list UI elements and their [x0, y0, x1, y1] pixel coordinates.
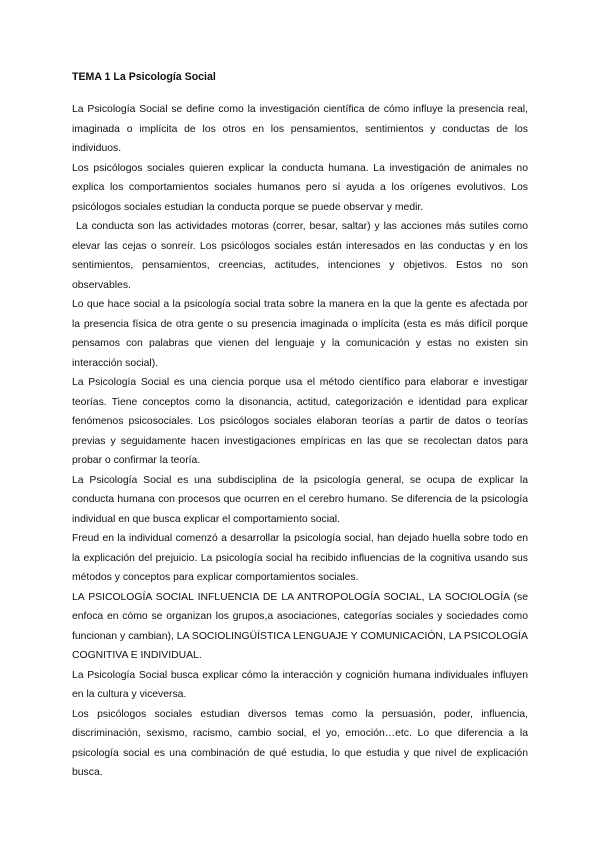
paragraph-temas: Los psicólogos sociales estudian diversos temas como la persuasión, poder, influencia, discriminación, sexismo, racismo, cambio social, el yo, emoción…etc. Lo que diferencia a la psicología social es una combinación de qué estudia, lo que estudia y que nivel de explicación busca.: [72, 708, 528, 778]
paragraph-freud: Freud en la individual comenzó a desarrollar la psicología social, han dejado huella sobre todo en la explicación del prejuicio. La psicología social ha recibido influencias de la cognitiva usando sus métodos y conceptos para explicar comportamientos sociales.: [72, 533, 528, 583]
document-title: TEMA 1 La Psicología Social: [72, 71, 216, 83]
paragraph-influencias: LA PSICOLOGÍA SOCIAL INFLUENCIA DE LA ANTROPOLOGÍA SOCIAL, LA SOCIOLOGÍA (se enfoca en cómo se organizan los grupos,a asociaciones, categorías sociales y sociedades como funcionan y cambian), LA SOCIOLINGÜÍSTICA LENGUAJE Y COMUNICACIÓN, LA PSICOLOGÍA COGNITIVA E INDIVIDUAL.: [72, 591, 528, 661]
paragraph-subdisciplina: La Psicología Social es una subdisciplina de la psicología general, se ocupa de explicar la conducta humana con procesos que ocurren en el cerebro humano. Se diferencia de la psicología individual en que busca explicar el comportamiento social.: [72, 474, 528, 525]
paragraph-conducta-actividades: La conducta son las actividades motoras (correr, besar, saltar) y las acciones más sutiles como elevar las cejas o sonreír. Los psicólogos sociales están interesados en las conductas y en los sentimientos, pensamientos, creencias, actitudes, intenciones y objetivos. Estos no son observables.: [72, 221, 528, 291]
paragraph-definition: La Psicología Social se define como la investigación científica de cómo influye la presencia real, imaginada o implícita de los otros en los pensamientos, sentimientos y conductas de los individuos.: [72, 104, 528, 154]
paragraph-ciencia: La Psicología Social es una ciencia porque usa el método científico para elaborar e investigar teorías. Tiene conceptos como la disonancia, actitud, categorización e identidad para explicar fenómenos psicosociales. Los psicólogos sociales elaboran teorías a partir de datos o teorías previas y seguidamente hacen investigaciones empíricas en las que se recolectan datos para probar o confirmar la teoría.: [72, 377, 528, 466]
paragraph-lo-social: Lo que hace social a la psicología social trata sobre la manera en la que la gente es afectada por la presencia física de otra gente o su presencia imaginada o implícita (esta es más difícil porque pensamos con palabras que vienen del lenguaje y la comunicación y estas no existen sin interacción social).: [72, 299, 528, 369]
paragraph-conducta-humana: Los psicólogos sociales quieren explicar la conducta humana. La investigación de animales no explica los comportamientos sociales humanos pero sí ayuda a los orígenes evolutivos. Los psicólogos sociales estudian la conducta porque se puede observar y medir.: [72, 162, 528, 213]
paragraph-interaccion: La Psicología Social busca explicar cómo la interacción y cognición humana individuales influyen en la cultura y viceversa.: [72, 669, 528, 700]
